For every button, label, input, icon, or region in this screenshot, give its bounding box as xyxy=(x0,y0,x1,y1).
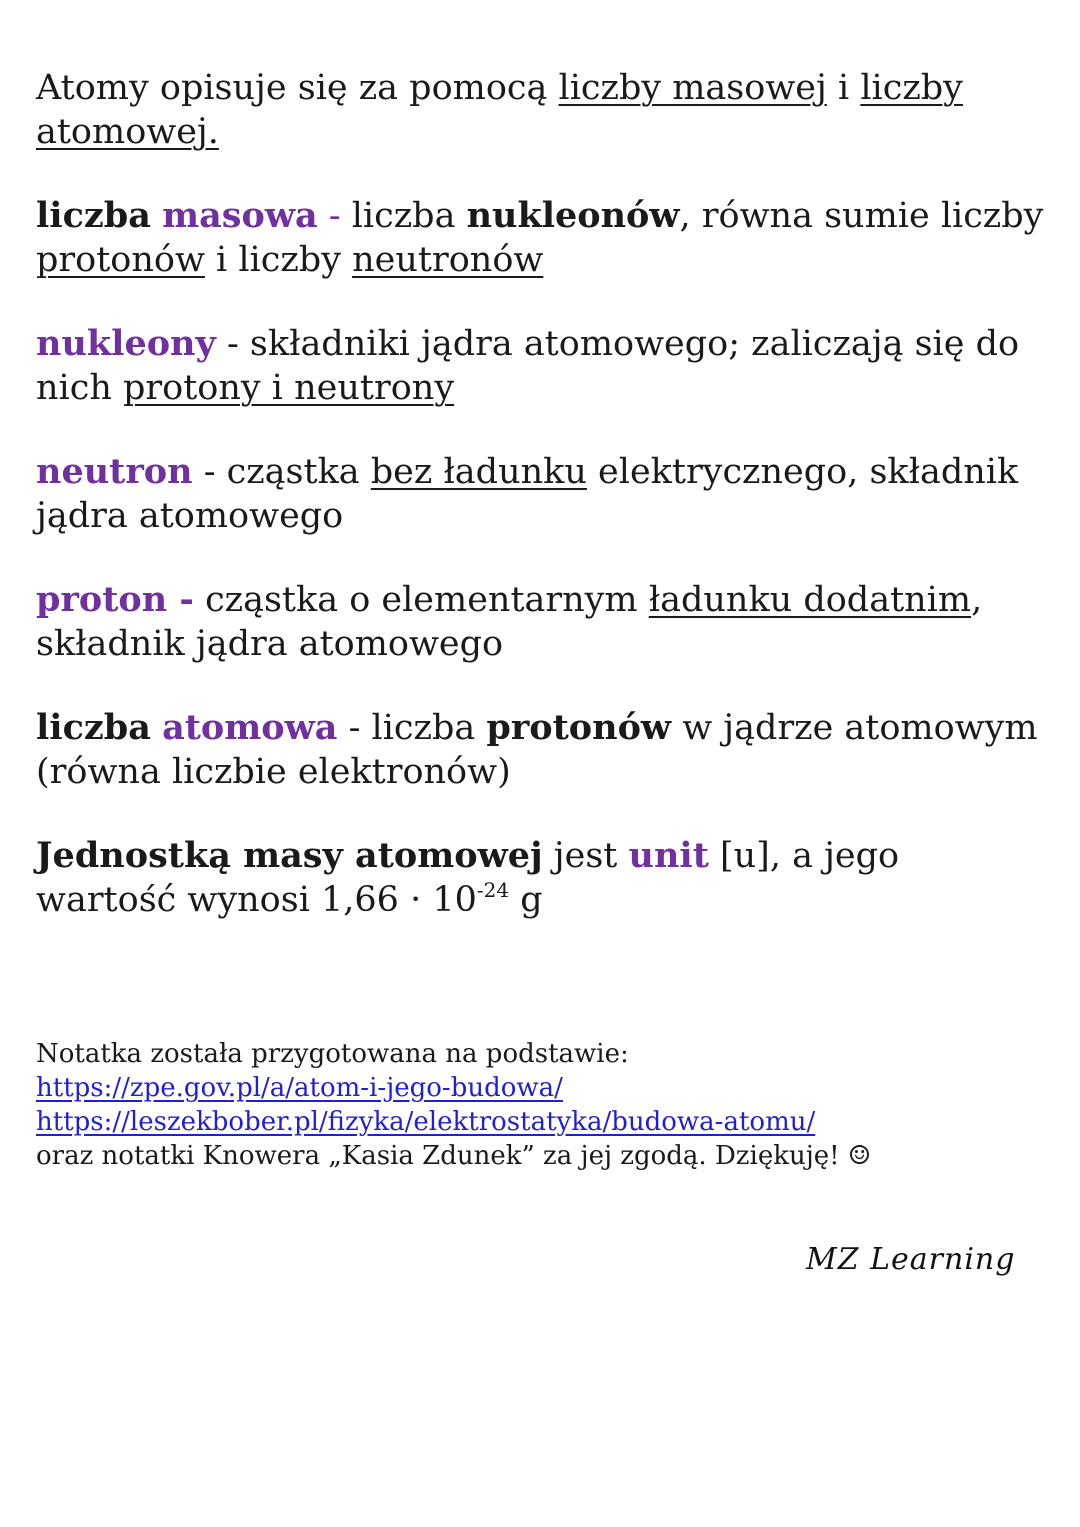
intro-paragraph: Atomy opisuje się za pomocą liczby masowej i liczby atomowej. xyxy=(36,68,963,152)
exponent: -24 xyxy=(476,878,510,902)
definition-nukleony: nukleony - składniki jądra atomowego; zaliczają się do nich protony i neutrony xyxy=(36,323,1020,408)
sources-footer xyxy=(36,1037,1046,1173)
definition-neutron: neutron - cząstka bez ładunku elektrycznego, składnik jądra atomowego xyxy=(36,451,1019,536)
term-atomowa: atomowa xyxy=(162,707,338,748)
source-link-leszekbober[interactable]: https://leszekbober.pl/fizyka/elektrostatyka/budowa-atomu/ xyxy=(36,1107,816,1137)
source-link-zpe[interactable]: https://zpe.gov.pl/a/atom-i-jego-budowa/ xyxy=(36,1073,563,1103)
definition-liczba-atomowa: liczba atomowa - liczba protonów w jądrze atomowym (równa liczbie elektronów) xyxy=(36,707,1038,792)
underline-liczby-masowej: liczby masowej xyxy=(558,68,827,108)
definition-proton: proton - cząstka o elementarnym ładunku dodatnim, składnik jądra atomowego xyxy=(36,579,983,664)
note-body xyxy=(36,66,1046,962)
definition-unit: Jednostką masy atomowej jest unit [u], a jego wartość wynosi $1,66 \cdot 10^{-24}$ g xyxy=(36,835,900,920)
term-masowa: masowa xyxy=(162,195,318,236)
sources-intro: Notatka została przygotowana na podstawie: xyxy=(36,1039,629,1069)
signature: MZ Learning xyxy=(806,1242,1016,1277)
term-nukleony: nukleony xyxy=(36,323,216,364)
definition-liczba-masowa: liczba masowa - liczba nukleonów, równa sumie liczby protonów i liczby neutronów xyxy=(36,195,1044,280)
term-proton: proton - xyxy=(36,579,194,620)
underline-liczby-atomowej: liczby atomowej. xyxy=(36,68,963,152)
term-unit: unit xyxy=(628,835,709,876)
acknowledgement: oraz notatki Knowera „Kasia Zdunek” za jej zgodą. Dziękuję! ☺ xyxy=(36,1141,872,1171)
term-neutron: neutron xyxy=(36,451,193,492)
